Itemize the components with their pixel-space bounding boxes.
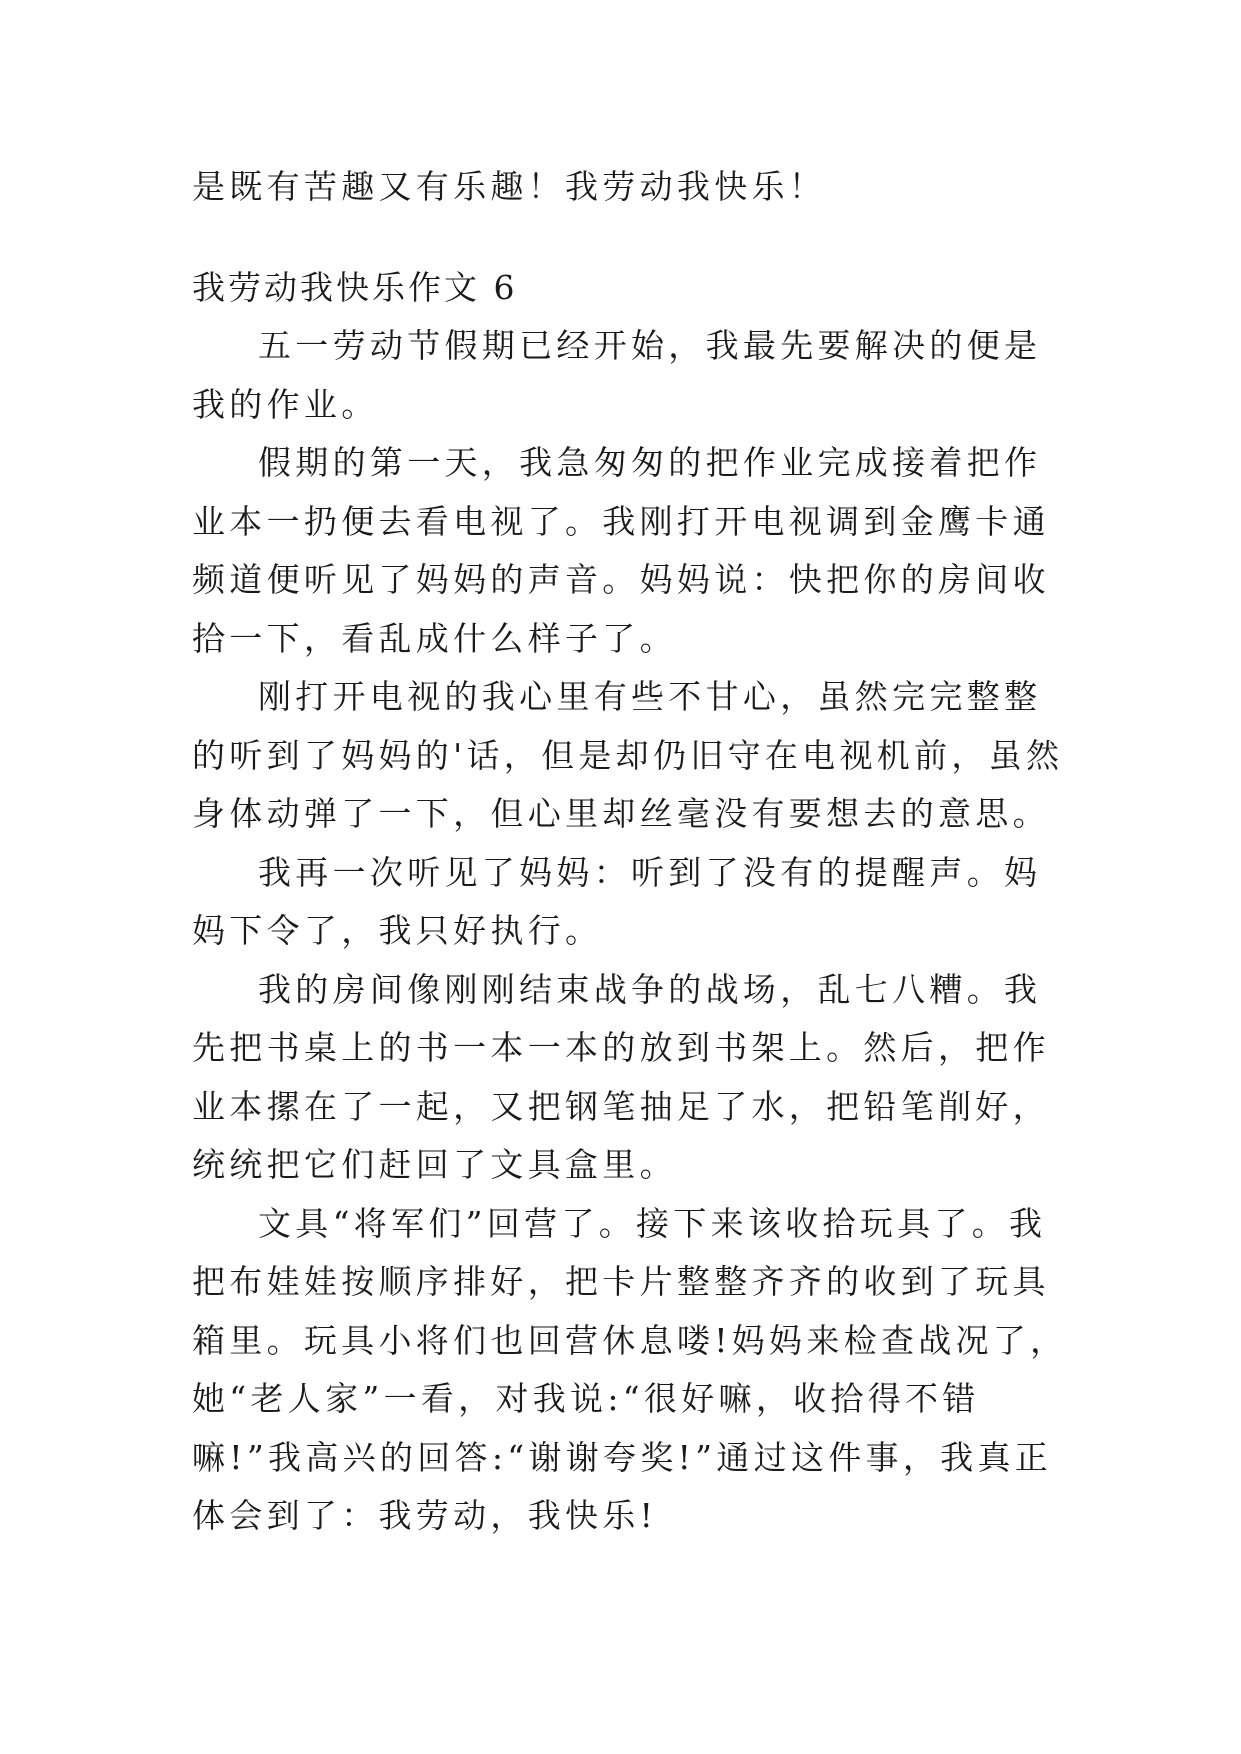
carry-over-line: 是既有苦趣又有乐趣！我劳动我快乐！ xyxy=(192,167,827,206)
paragraph-3: 刚打开电视的我心里有些不甘心，虽然完完整整的听到了妈妈的'话，但是却仍旧守在电视机前，虽然身体动弹了一下，但心里却丝毫没有要想去的意思。 xyxy=(192,677,1064,833)
paragraph-6: 文具“将军们”回营了。接下来该收拾玩具了。我把布娃娃按顺序排好，把卡片整整齐齐的收到了玩具箱里。玩具小将们也回营休息喽!妈妈来检查战况了，她“老人家”一看，对我说:“很好嘛，收拾得不错嘛!”我高兴的回答:“谢谢夸奖!”通过这件事，我真正体会到了：我劳动，我快乐! xyxy=(192,1203,1068,1535)
paragraph-1: 五一劳动节假期已经开始，我最先要解决的便是我的作业。 xyxy=(192,326,1042,424)
paragraph-4: 我再一次听见了妈妈：听到了没有的提醒声。妈妈下令了，我只好执行。 xyxy=(192,852,1042,950)
essay-heading: 我劳动我快乐作文 6 xyxy=(192,267,518,307)
paragraph-5: 我的房间像刚刚结束战争的战场，乱七八糟。我先把书桌上的书一本一本的放到书架上。然后，把作业本摞在了一起，又把钢笔抽足了水，把铅笔削好，统统把它们赶回了文具盒里。 xyxy=(192,969,1050,1184)
paragraph-2: 假期的第一天，我急匆匆的把作业完成接着把作业本一扔便去看电视了。我刚打开电视调到金鹰卡通频道便听见了妈妈的声音。妈妈说：快把你的房间收拾一下，看乱成什么样子了。 xyxy=(192,443,1050,658)
document-page xyxy=(192,158,1068,1546)
